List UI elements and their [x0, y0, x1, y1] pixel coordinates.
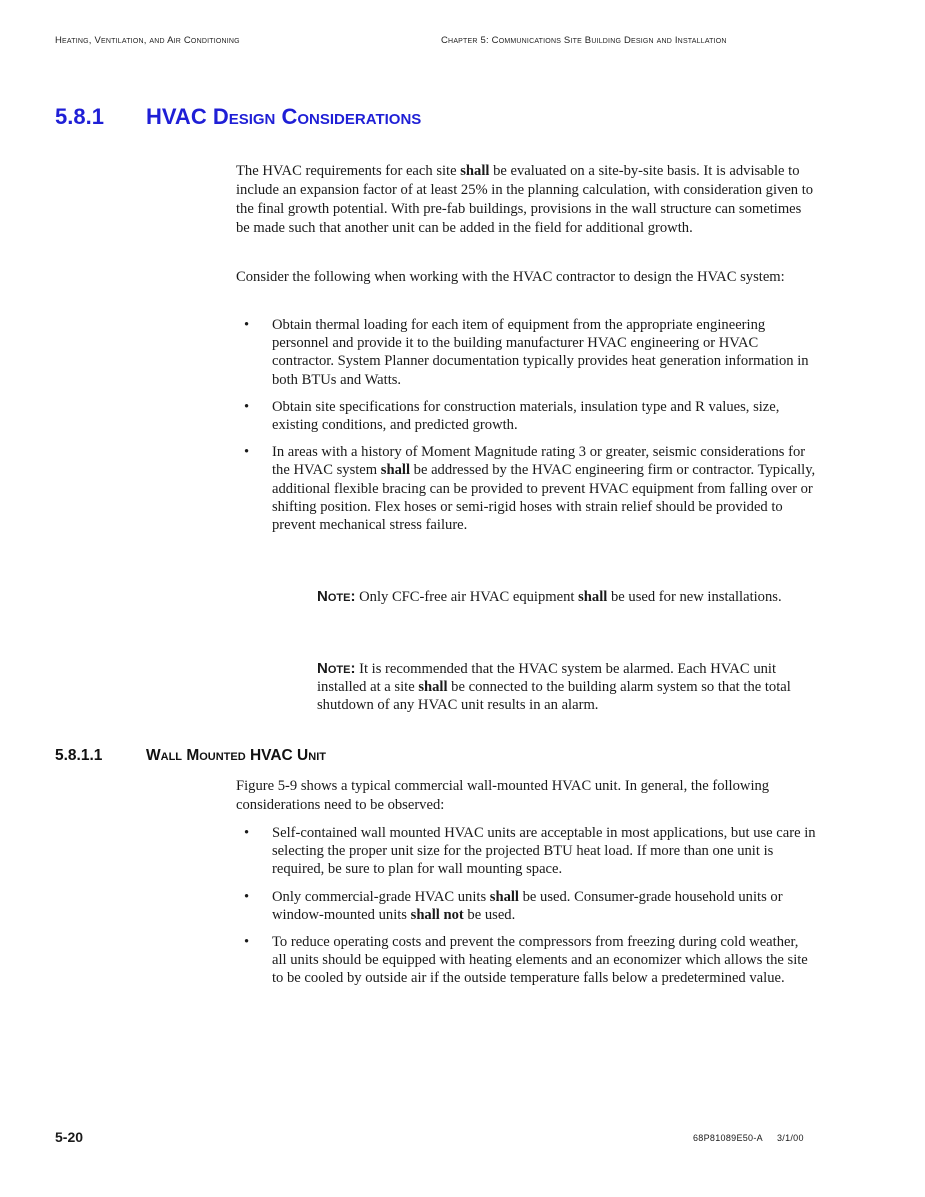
list-item: • Obtain thermal loading for each item of equipment from the appropriate engineering personnel and provide it to the building manufacturer HVAC engineering or HVAC contractor. System Planner documentation typically provides heat generation information in both BTUs and Watts.	[244, 317, 809, 388]
section-title: HVAC Design Considerations	[146, 104, 422, 129]
note-label: Note:	[317, 588, 356, 605]
running-header-right: Chapter 5: Communications Site Building Design and Installation	[441, 35, 727, 46]
section-number: 5.8.1	[55, 104, 104, 129]
list-item: • In areas with a history of Moment Magnitude rating 3 or greater, seismic considerations for the HVAC system shall be addressed by the HVAC engineering firm or contractor. Typically, additional flexible bracing can be provided to prevent HVAC equipment from falling over or shifting position. Flex hoses or semi-rigid hoses with strain relief should be provided to prevent mechanical stress failure.	[244, 444, 816, 534]
consider-paragraph: Consider the following when working with the HVAC contractor to design the HVAC system:	[236, 269, 785, 285]
subsection-number: 5.8.1.1	[55, 747, 103, 764]
wall-unit-paragraph: Figure 5-9 shows a typical commercial wall-mounted HVAC unit. In general, the following considerations need to be observed:	[236, 778, 770, 813]
document-date: 3/1/00	[776, 1133, 804, 1143]
note-cfc-free: Note: Only CFC-free air HVAC equipment shall be used for new installations.	[317, 588, 782, 605]
subsection-title: Wall Mounted HVAC Unit	[146, 747, 326, 764]
design-considerations-list	[236, 316, 816, 543]
note-label: Note:	[317, 660, 356, 677]
document-id: 68P81089E50-A 3/1/00	[693, 1133, 804, 1143]
page-number: 5-20	[55, 1129, 84, 1145]
note-alarm: Note: It is recommended that the HVAC system be alarmed. Each HVAC unit installed at a site shall be connected to the building alarm system so that the total shutdown of any HVAC unit results in an alarm.	[317, 660, 791, 714]
list-item: • Only commercial-grade HVAC units shall be used. Consumer-grade household units or window-mounted units shall not be used.	[244, 888, 783, 923]
subsection-heading	[55, 747, 326, 765]
list-item: • Obtain site specifications for construction materials, insulation type and R values, size, existing conditions, and predicted growth.	[244, 398, 780, 434]
wall-unit-list	[236, 824, 816, 997]
running-header-left: Heating, Ventilation, and Air Conditioning	[55, 35, 240, 46]
section-heading	[55, 104, 421, 130]
list-item: • Self-contained wall mounted HVAC units are acceptable in most applications, but use care in selecting the proper unit size for the projected BTU heat load. If more than one unit is required, be sure to plan for wall mounting space.	[244, 825, 816, 878]
intro-paragraph: The HVAC requirements for each site shall be evaluated on a site-by-site basis. It is advisable to include an expansion factor of at least 25% in the planning calculation, with consideration given to the final growth potential. With pre-fab buildings, provisions in the wall structure can sometimes be made such that another unit can be added in the field for additional growth.	[236, 163, 814, 236]
list-item: • To reduce operating costs and prevent the compressors from freezing during cold weather, all units should be equipped with heating elements and an economizer which allows the site to be cooled by outside air if the outside temperature falls below a predetermined value.	[244, 934, 808, 987]
